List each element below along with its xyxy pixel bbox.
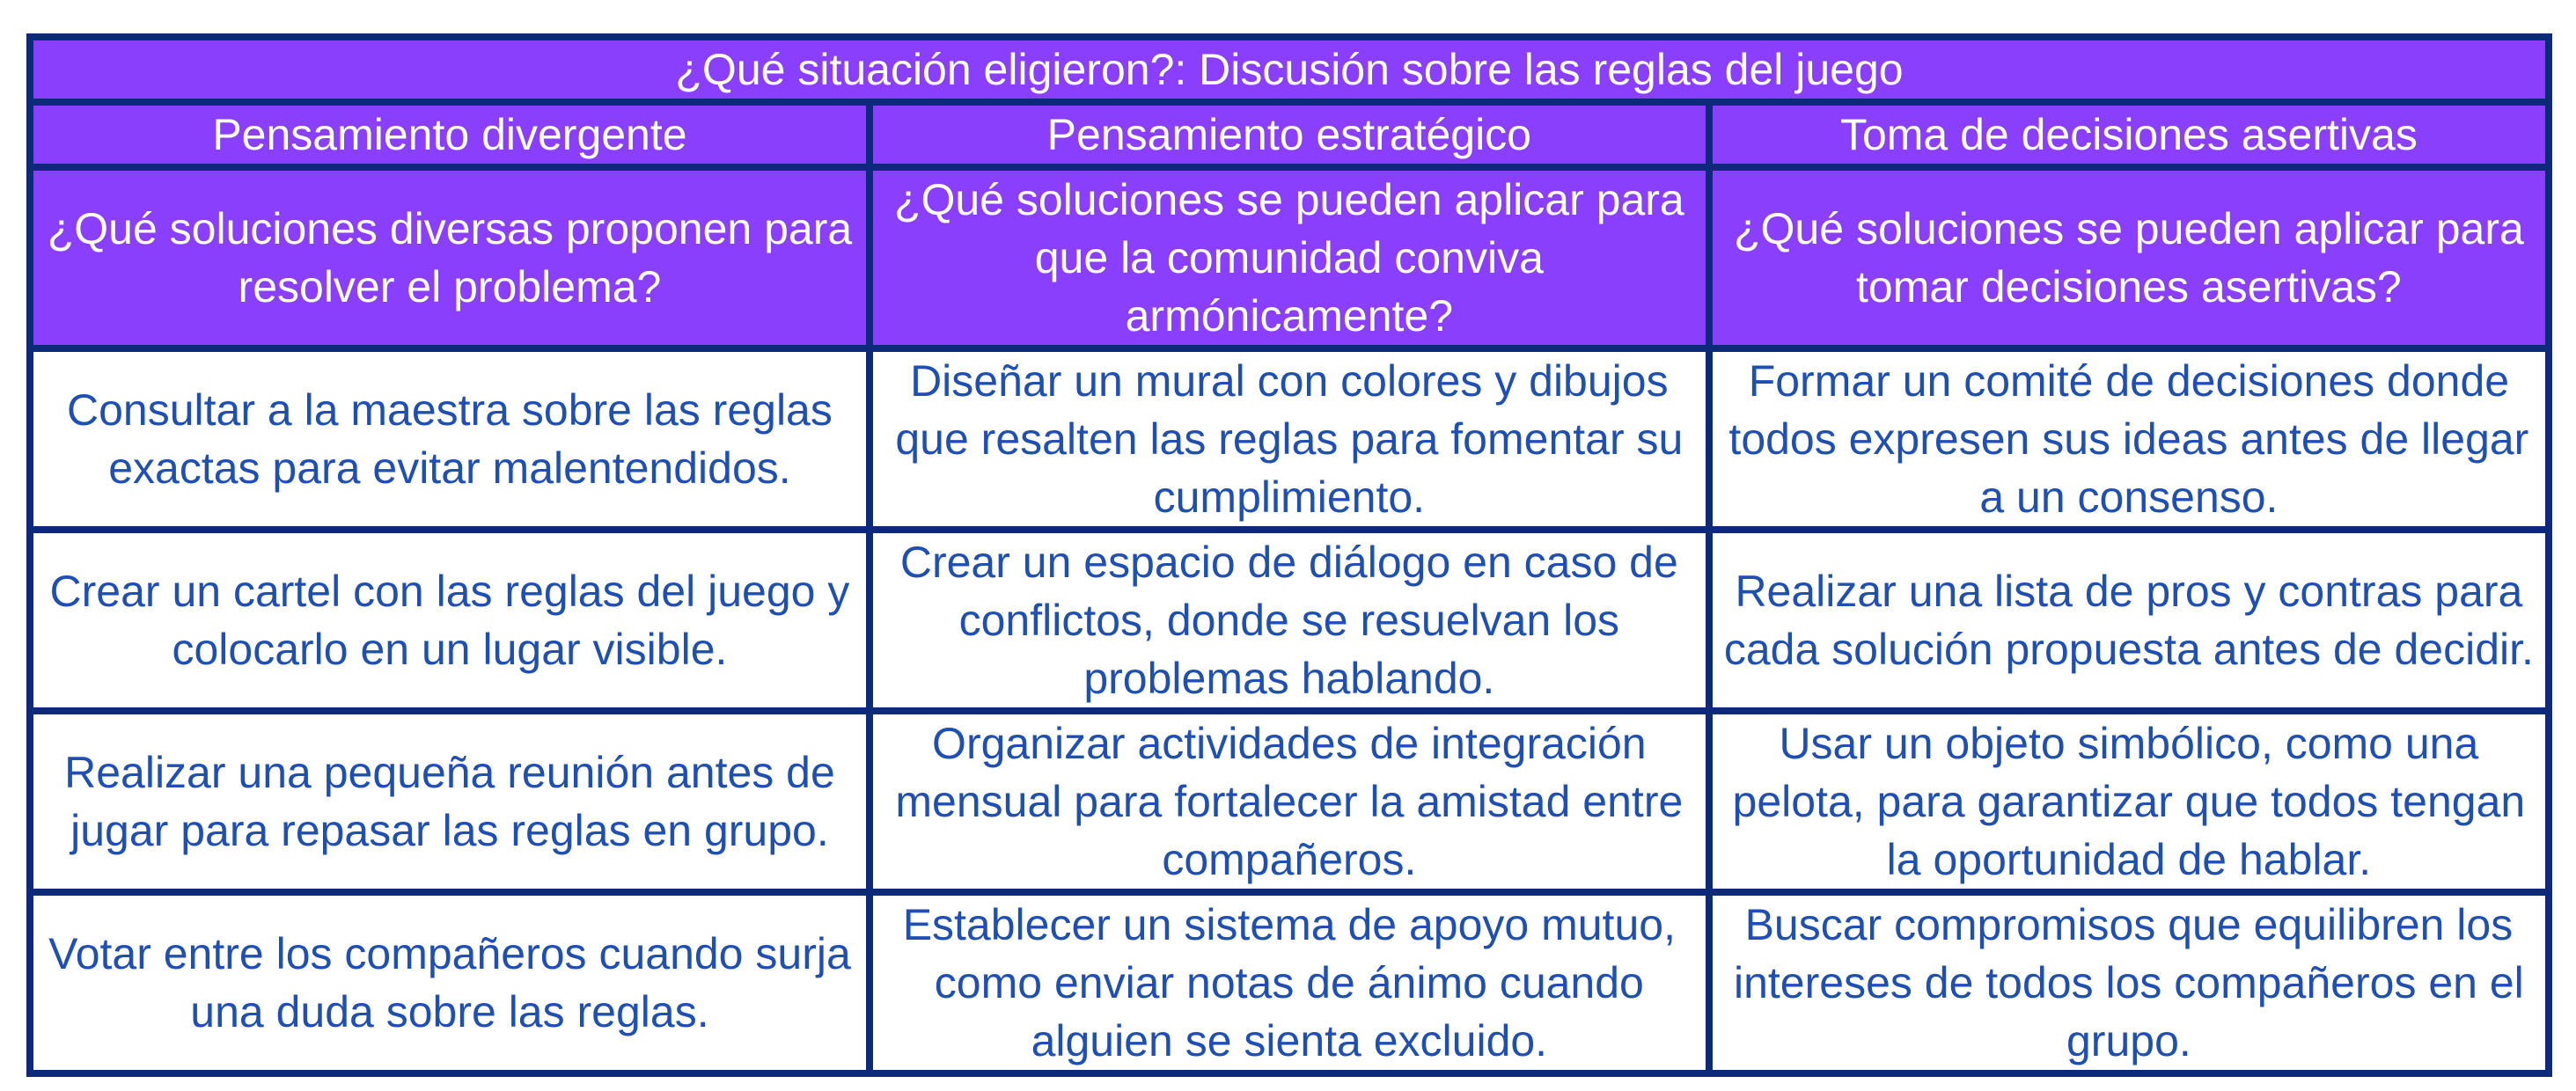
question-cell: ¿Qué soluciones se pueden aplicar para que la comunidad conviva armónicamente? — [870, 167, 1709, 348]
table-row — [30, 348, 2549, 530]
table-row — [30, 711, 2549, 892]
question-row — [30, 167, 2549, 348]
table-row — [30, 530, 2549, 711]
table-cell: Consultar a la maestra sobre las reglas exactas para evitar malentendidos. — [30, 348, 870, 530]
table-cell: Organizar actividades de integración mensual para fortalecer la amistad entre compañeros. — [870, 711, 1709, 892]
column-header-row — [30, 102, 2549, 167]
title-row — [30, 37, 2549, 102]
question-cell: ¿Qué soluciones diversas proponen para resolver el problema? — [30, 167, 870, 348]
table-cell: Crear un cartel con las reglas del juego y colocarlo en un lugar visible. — [30, 530, 870, 711]
table-cell: Crear un espacio de diálogo en caso de conflictos, donde se resuelvan los problemas hablando. — [870, 530, 1709, 711]
column-header-assertive: Toma de decisiones asertivas — [1709, 102, 2549, 167]
question-cell: ¿Qué soluciones se pueden aplicar para tomar decisiones asertivas? — [1709, 167, 2549, 348]
table-row — [30, 892, 2549, 1073]
table-cell: Usar un objeto simbólico, como una pelota, para garantizar que todos tengan la oportunidad de hablar. — [1709, 711, 2549, 892]
table-cell: Formar un comité de decisiones donde todos expresen sus ideas antes de llegar a un consenso. — [1709, 348, 2549, 530]
table-cell: Buscar compromisos que equilibren los intereses de todos los compañeros en el grupo. — [1709, 892, 2549, 1073]
table-cell: Votar entre los compañeros cuando surja una duda sobre las reglas. — [30, 892, 870, 1073]
column-header-strategic: Pensamiento estratégico — [870, 102, 1709, 167]
table-title: ¿Qué situación eligieron?: Discusión sobre las reglas del juego — [30, 37, 2549, 102]
table-cell: Establecer un sistema de apoyo mutuo, como enviar notas de ánimo cuando alguien se sienta excluido. — [870, 892, 1709, 1073]
table-cell: Realizar una pequeña reunión antes de jugar para repasar las reglas en grupo. — [30, 711, 870, 892]
column-header-divergent: Pensamiento divergente — [30, 102, 870, 167]
table-cell: Diseñar un mural con colores y dibujos que resalten las reglas para fomentar su cumplimiento. — [870, 348, 1709, 530]
table-cell: Realizar una lista de pros y contras para cada solución propuesta antes de decidir. — [1709, 530, 2549, 711]
solutions-table — [26, 33, 2552, 1077]
